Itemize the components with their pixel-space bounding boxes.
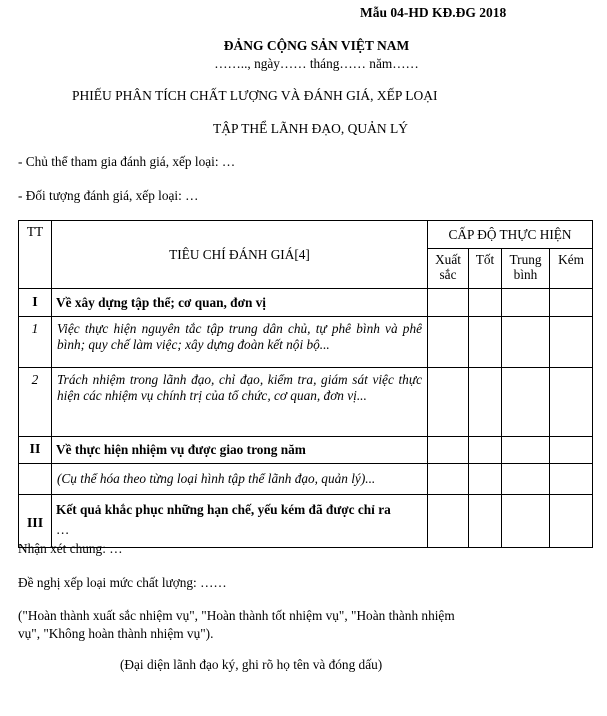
rating-cell-good[interactable] (469, 437, 502, 464)
table-row (19, 464, 593, 495)
rating-cell-poor[interactable] (550, 464, 593, 495)
document-title-line1: PHIẾU PHÂN TÍCH CHẤT LƯỢNG VÀ ĐÁNH GIÁ, XẾP LOẠI (72, 88, 438, 103)
table-row (19, 437, 593, 464)
rating-cell-good[interactable] (469, 317, 502, 368)
row-number (19, 464, 52, 495)
general-comment-field: Nhận xét chung: … (18, 541, 123, 556)
section-title-ellipsis: … (56, 522, 70, 537)
section-title: Về xây dựng tập thể; cơ quan, đơn vị (52, 289, 428, 317)
row-number: I (19, 289, 52, 317)
party-name: ĐẢNG CỘNG SẢN VIỆT NAM (223, 38, 410, 53)
rating-cell-average[interactable] (502, 464, 550, 495)
rating-cell-excellent[interactable] (428, 437, 469, 464)
rating-cell-average[interactable] (502, 289, 550, 317)
header-level-poor: Kém (550, 249, 593, 289)
header-level-excellent: Xuất sắc (428, 249, 469, 289)
criterion-text: Trách nhiệm trong lãnh đạo, chỉ đạo, kiểm tra, giám sát việc thực hiện các nhiệm vụ chính trị của tổ chức, cơ quan, đơn vị... (52, 368, 428, 437)
row-number: 1 (19, 317, 52, 368)
classification-options-line1: ("Hoàn thành xuất sắc nhiệm vụ", "Hoàn thành tốt nhiệm vụ", "Hoàn thành nhiệm (18, 608, 455, 623)
section-title: Về thực hiện nhiệm vụ được giao trong năm (52, 437, 428, 464)
rating-cell-excellent[interactable] (428, 495, 469, 548)
header-level-average: Trung bình (502, 249, 550, 289)
rating-cell-poor[interactable] (550, 437, 593, 464)
date-line: …….., ngày…… tháng…… năm…… (214, 56, 419, 71)
criterion-text: (Cụ thể hóa theo từng loại hình tập thể lãnh đạo, quản lý)... (52, 464, 428, 495)
row-number: III (19, 495, 52, 548)
rating-cell-average[interactable] (502, 437, 550, 464)
table-row (19, 289, 593, 317)
evaluation-object-field: - Đối tượng đánh giá, xếp loại: … (18, 188, 199, 203)
document-title-line2: TẬP THỂ LÃNH ĐẠO, QUẢN LÝ (213, 121, 408, 136)
rating-cell-average[interactable] (502, 495, 550, 548)
rating-cell-average[interactable] (502, 317, 550, 368)
header-level-good: Tốt (469, 249, 502, 289)
table-row (19, 317, 593, 368)
rating-cell-poor[interactable] (550, 289, 593, 317)
rating-cell-good[interactable] (469, 464, 502, 495)
rating-cell-poor[interactable] (550, 368, 593, 437)
table-row (19, 495, 593, 548)
rating-cell-excellent[interactable] (428, 368, 469, 437)
rating-cell-excellent[interactable] (428, 464, 469, 495)
header-tt: TT (19, 221, 52, 289)
rating-cell-average[interactable] (502, 368, 550, 437)
section-title (52, 495, 428, 548)
rating-cell-good[interactable] (469, 495, 502, 548)
criterion-text: Việc thực hiện nguyên tắc tập trung dân chủ, tự phê bình và phê bình; quy chế làm việc; xây dựng đoàn kết nội bộ... (52, 317, 428, 368)
rating-cell-excellent[interactable] (428, 289, 469, 317)
header-level-group: CẤP ĐỘ THỰC HIỆN (428, 221, 593, 249)
classification-options-line2: vụ", "Không hoàn thành nhiệm vụ"). (18, 626, 214, 641)
rating-cell-poor[interactable] (550, 495, 593, 548)
rating-cell-poor[interactable] (550, 317, 593, 368)
rating-cell-good[interactable] (469, 289, 502, 317)
row-number: II (19, 437, 52, 464)
section-title-text: Kết quả khắc phục những hạn chế, yếu kém đã được chỉ ra (56, 502, 391, 517)
rating-cell-excellent[interactable] (428, 317, 469, 368)
evaluation-table (18, 220, 593, 548)
table-row (19, 368, 593, 437)
table-header-row (19, 221, 593, 249)
classification-proposal-field: Đề nghị xếp loại mức chất lượng: …… (18, 575, 227, 590)
signature-note: (Đại diện lãnh đạo ký, ghi rõ họ tên và đóng dấu) (120, 657, 383, 672)
row-number: 2 (19, 368, 52, 437)
header-criteria: TIÊU CHÍ ĐÁNH GIÁ[4] (52, 221, 428, 289)
form-code: Mẫu 04-HD KĐ.ĐG 2018 (360, 5, 507, 20)
rating-cell-good[interactable] (469, 368, 502, 437)
evaluation-subject-field: - Chủ thể tham gia đánh giá, xếp loại: … (18, 154, 236, 169)
